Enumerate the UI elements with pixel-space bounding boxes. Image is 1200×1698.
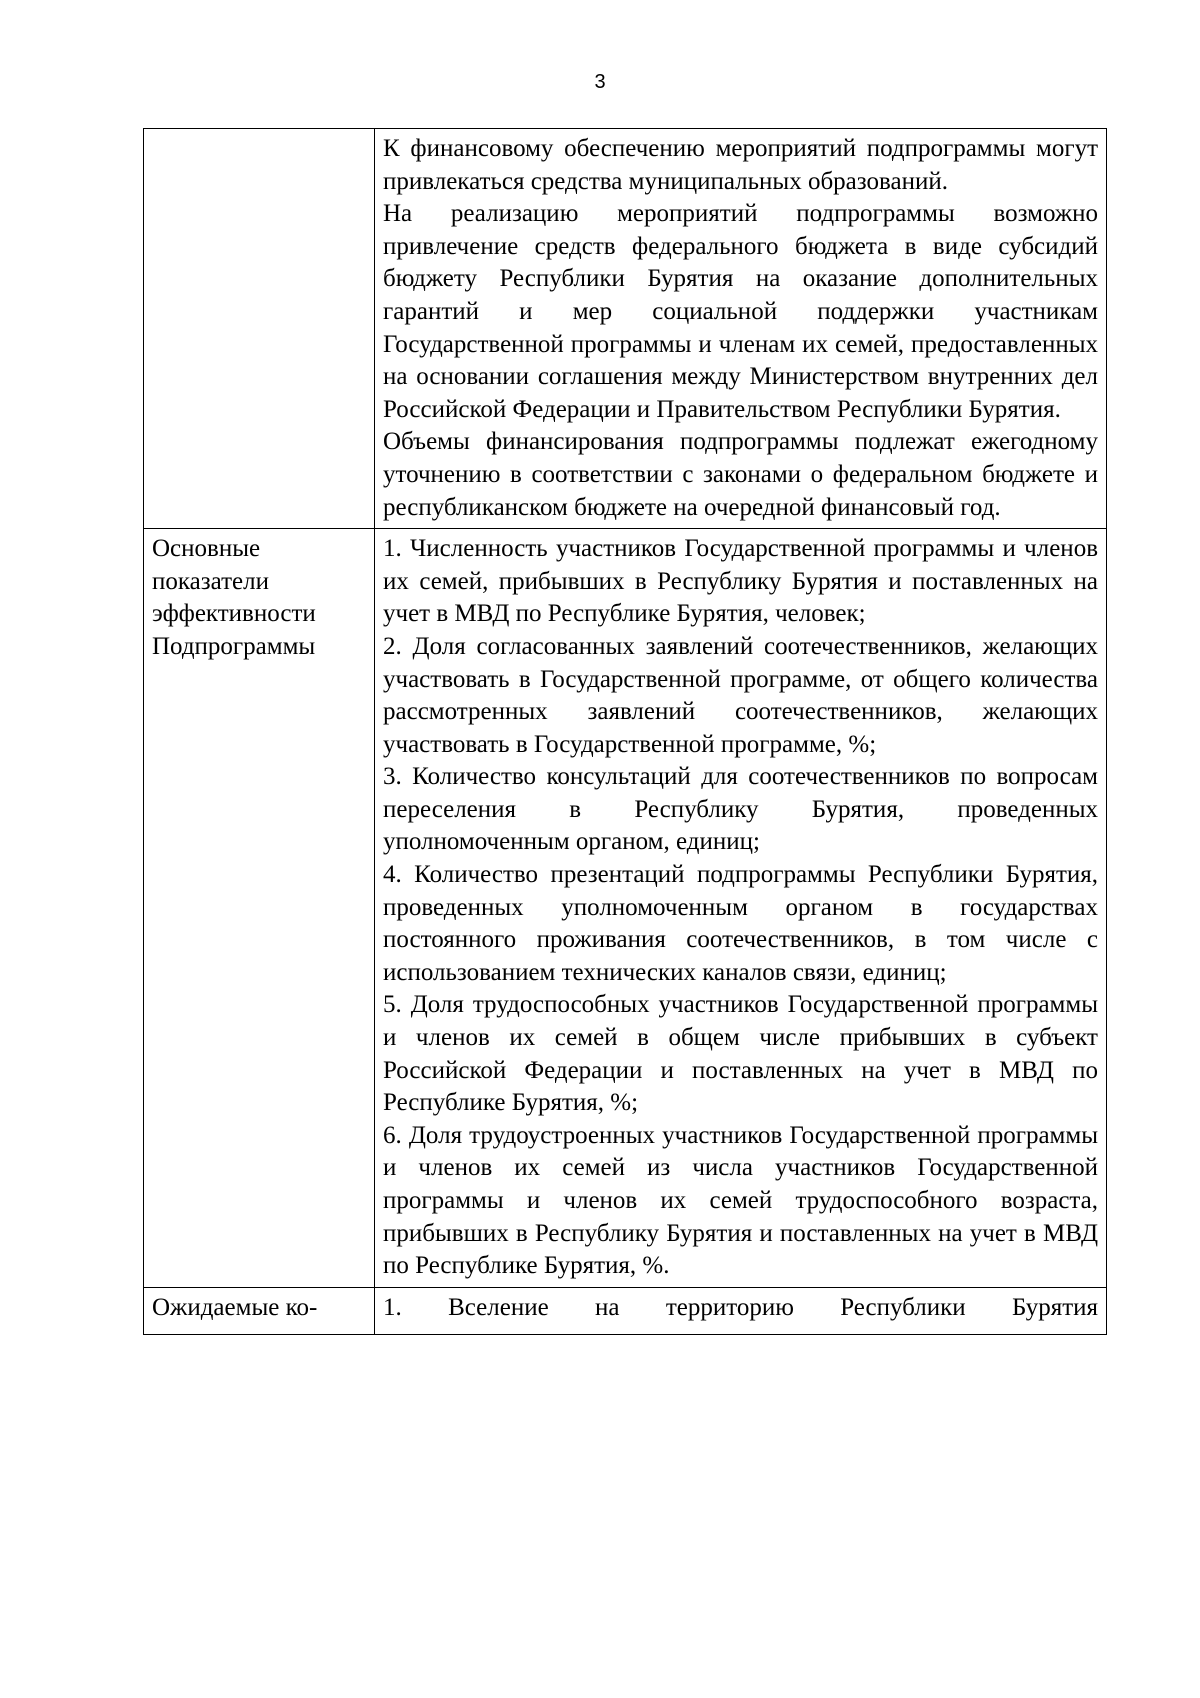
row-content-indicators <box>375 529 1107 1288</box>
row-label-expected-results: Ожидаемые ко- <box>144 1287 375 1334</box>
financing-paragraph-annual: Объемы финансирования подпрограммы подлежат ежегодному уточнению в соответствии с законами о федеральном бюджете и республиканском бюджете на очередной финансовый год. <box>383 428 1098 521</box>
indicator-item-2: 2. Доля согласованных заявлений соотечественников, желающих участвовать в Государственной программе, от общего количества рассмотренных заявлений соотечественников, желающих участвовать в Государственной программе, %; <box>383 632 1098 758</box>
indicator-item-4: 4. Количество презентаций подпрограммы Республики Бурятия, проведенных уполномоченным органом в государствах постоянного проживания соотечественников, в том числе с использованием технических каналов связи, единиц; <box>383 861 1098 986</box>
expected-result-item-1: 1. Вселение на территорию Республики Бурятия <box>383 1293 1098 1321</box>
table-row-indicators <box>144 529 1107 1288</box>
row-content-financing <box>375 129 1107 529</box>
indicator-item-3: 3. Количество консультаций для соотечественников по вопросам переселения в Республику Бурятия, проведенных уполномоченным органом, единиц; <box>383 763 1098 856</box>
indicator-item-5: 5. Доля трудоспособных участников Государственной программы и членов их семей в общем числе прибывших в субъект Российской Федерации и поставленных на учет в МВД по Республике Бурятия, %; <box>383 991 1098 1117</box>
indicator-item-1: 1. Численность участников Государственной программы и членов их семей, прибывших в Республику Бурятия и поставленных на учет в МВД по Республике Бурятия, человек; <box>383 535 1098 628</box>
table-row-financing <box>144 129 1107 529</box>
financing-paragraph-federal: На реализацию мероприятий подпрограммы возможно привлечение средств федерального бюджета в виде субсидий бюджету Республики Бурятия на оказание дополнительных гарантий и мер социальной поддержки участникам Государственной программы и членам их семей, предоставленных на основании соглашения между Министерством внутренних дел Российской Федерации и Правительством Республики Бурятия. <box>383 200 1098 423</box>
row-content-expected-results <box>375 1287 1107 1334</box>
row-label-financing <box>144 129 375 529</box>
page-number: 3 <box>594 71 606 93</box>
table-row-expected-results <box>144 1287 1107 1334</box>
subprogram-passport-table <box>143 128 1107 1335</box>
indicator-item-6: 6. Доля трудоустроенных участников Государственной программы и членов их семей из числа участников Государственной программы и членов их семей трудоспособного возраста, прибывших в Республику Бурятия и поставленных на учет в МВД по Республике Бурятия, %. <box>383 1121 1098 1280</box>
row-label-indicators: Основные показатели эффективности Подпрограммы <box>144 529 375 1288</box>
financing-paragraph-municipal: К финансовому обеспечению мероприятий подпрограммы могут привлекаться средства муниципальных образований. <box>383 135 1098 195</box>
